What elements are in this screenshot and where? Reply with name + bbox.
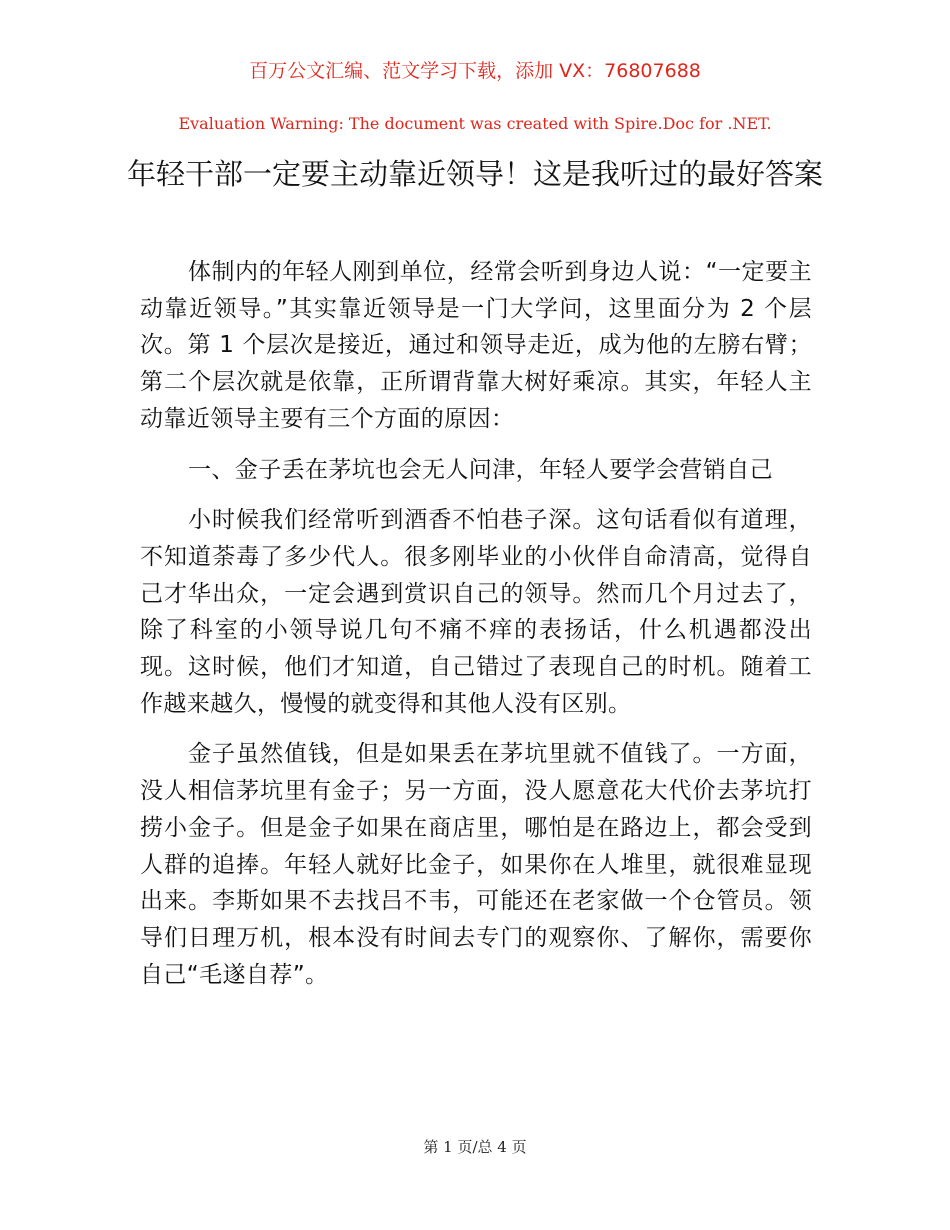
- section-heading-1: 一、金子丢在茅坑也会无人问津，年轻人要学会营销自己: [188, 456, 773, 483]
- document-body: [140, 254, 812, 1007]
- paragraph: 小时候我们经常听到酒香不怕巷子深。这句话看似有道理，不知道荼毒了多少代人。很多刚毕业的小伙伴自命清高，觉得自己才华出众，一定会遇到赏识自己的领导。然而几个月过去了，除了科室的小领导说几句不痛不痒的表扬话，什么机遇都没出现。这时候，他们才知道，自己错过了表现自己的时机。随着工作越来越久，慢慢的就变得和其他人没有区别。: [140, 507, 812, 717]
- evaluation-warning: Evaluation Warning: The document was created with Spire.Doc for .NET.: [178, 114, 772, 133]
- paragraph-intro: 体制内的年轻人刚到单位，经常会听到身边人说：“一定要主动靠近领导。”其实靠近领导是一门大学问，这里面分为 2 个层次。第 1 个层次是接近，通过和领导走近，成为他的左膀右臂；第二个层次就是依靠，正所谓背靠大树好乘凉。其实，年轻人主动靠近领导主要有三个方面的原因：: [140, 259, 812, 432]
- page-number: 第 1 页/总 4 页: [423, 1138, 527, 1156]
- promo-header: 百万公文汇编、范文学习下载，添加 VX：76807688: [249, 60, 701, 82]
- document-title: 年轻干部一定要主动靠近领导！这是我听过的最好答案: [126, 157, 823, 191]
- paragraph: 金子虽然值钱，但是如果丢在茅坑里就不值钱了。一方面，没人相信茅坑里有金子；另一方面，没人愿意花大代价去茅坑打捞小金子。但是金子如果在商店里，哪怕是在路边上，都会受到人群的追捧。年轻人就好比金子，如果你在人堆里，就很难显现出来。李斯如果不去找吕不韦，可能还在老家做一个仓管员。领导们日理万机，根本没有时间去专门的观察你、了解你，需要你自己“毛遂自荐”。: [140, 741, 812, 988]
